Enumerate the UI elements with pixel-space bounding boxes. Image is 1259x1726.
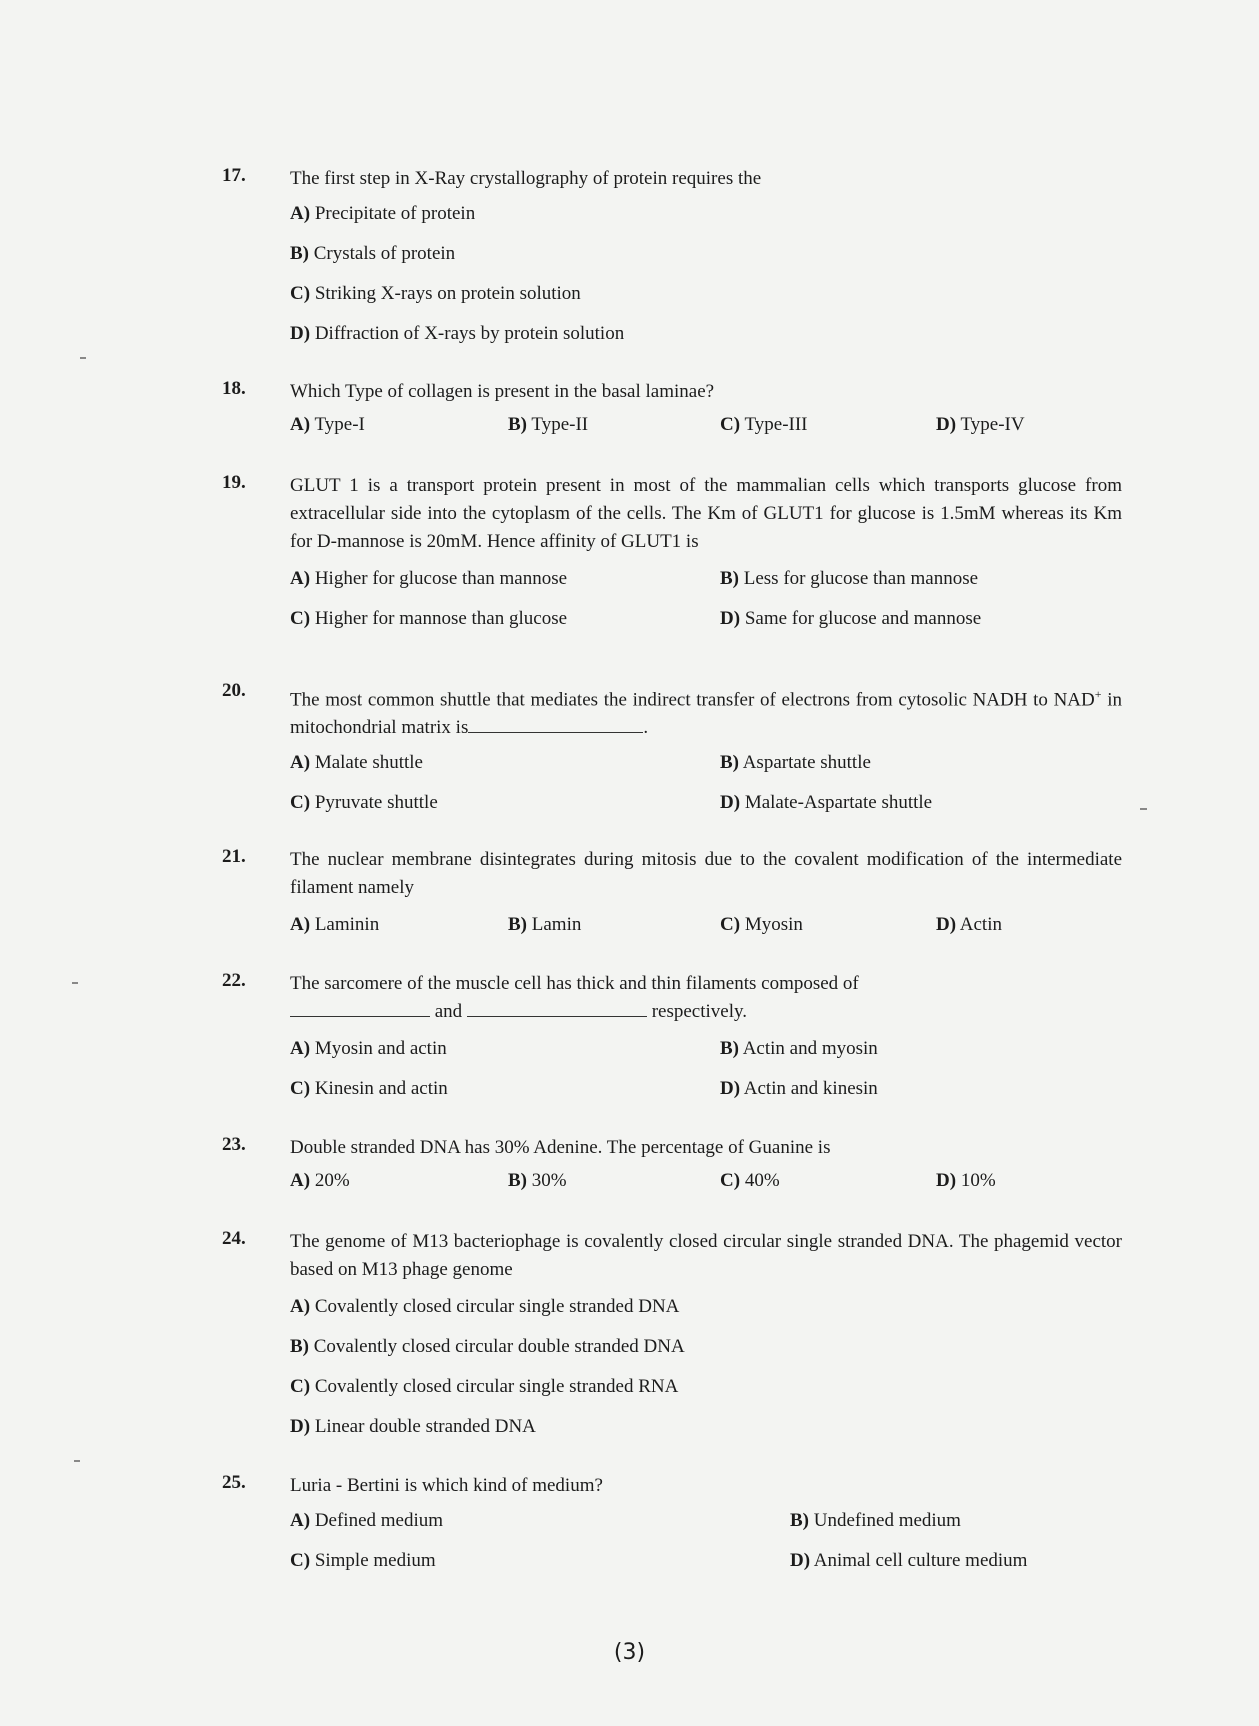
option-c: C) 40% (720, 1170, 780, 1191)
option-b: B) Crystals of protein (290, 243, 456, 264)
scan-speck (74, 1460, 80, 1462)
question-19 (222, 472, 1122, 636)
option-a: A) 20% (290, 1170, 350, 1191)
option-a: A) Higher for glucose than mannose (290, 568, 568, 589)
question-number: 22. (222, 970, 246, 991)
question-20 (222, 680, 1122, 822)
question-stem: The sarcomere of the muscle cell has thick and thin filaments composed of and respectively. (290, 973, 859, 1022)
option-d: D) Diffraction of X-rays by protein solution (290, 323, 625, 344)
option-c: C) Myosin (720, 914, 803, 935)
options (290, 193, 1122, 343)
option-a: A) Defined medium (290, 1510, 444, 1531)
scan-speck (1140, 808, 1147, 810)
options (290, 1026, 1122, 1106)
option-b: B) Type-II (508, 414, 589, 435)
option-d: D) Type-IV (936, 414, 1025, 435)
option-b: B) Aspartate shuttle (720, 752, 871, 774)
option-a: A) Laminin (290, 914, 380, 935)
option-c: C) Type-III (720, 414, 808, 435)
option-d: D) Actin (936, 914, 1002, 935)
question-stem: The genome of M13 bacteriophage is covalently closed circular single stranded DNA. The phagemid vector based on M13 phage genome (290, 1231, 1122, 1280)
options (290, 556, 1122, 636)
option-a: A) Type-I (290, 414, 365, 435)
option-d: D) Animal cell culture medium (790, 1550, 1028, 1571)
scan-speck (80, 357, 86, 359)
options (290, 1500, 1122, 1580)
question-25 (222, 1472, 1122, 1580)
question-24 (222, 1228, 1122, 1444)
options (290, 1284, 1122, 1444)
question-stem: The nuclear membrane disintegrates during mitosis due to the covalent modification of the intermediate filament namely (290, 849, 1122, 898)
question-stem: The most common shuttle that mediates the indirect transfer of electrons from cytosolic NADH to NAD+ in mitochondrial matrix is . (290, 687, 1122, 739)
answer-blank-2 (467, 1000, 647, 1017)
answer-blank-1 (290, 1000, 430, 1017)
option-d: D) Same for glucose and mannose (720, 608, 982, 629)
scan-speck (72, 982, 78, 984)
option-b: B) Covalently closed circular double stranded DNA (290, 1336, 685, 1357)
question-number: 18. (222, 378, 246, 399)
option-c: C) Covalently closed circular single stranded RNA (290, 1376, 679, 1397)
option-c: C) Pyruvate shuttle (290, 792, 438, 814)
question-number: 23. (222, 1134, 246, 1155)
option-c: C) Higher for mannose than glucose (290, 608, 568, 629)
option-b: B) 30% (508, 1170, 567, 1191)
page-number: (3) (613, 1640, 646, 1665)
option-c: C) Kinesin and actin (290, 1078, 448, 1099)
question-stem: Luria - Bertini is which kind of medium? (290, 1475, 603, 1496)
question-number: 25. (222, 1472, 246, 1493)
option-b: B) Undefined medium (790, 1510, 961, 1531)
question-number: 24. (222, 1228, 246, 1249)
answer-blank (468, 716, 643, 733)
question-18 (222, 378, 1122, 446)
option-b: B) Lamin (508, 914, 582, 935)
question-21 (222, 846, 1122, 942)
option-c: C) Striking X-rays on protein solution (290, 283, 581, 304)
question-stem: Which Type of collagen is present in the basal laminae? (290, 381, 715, 402)
question-23 (222, 1134, 1122, 1202)
option-b: B) Actin and myosin (720, 1038, 878, 1059)
option-d: D) Linear double stranded DNA (290, 1416, 536, 1437)
question-stem: Double stranded DNA has 30% Adenine. The percentage of Guanine is (290, 1137, 831, 1158)
option-c: C) Simple medium (290, 1550, 436, 1571)
question-number: 21. (222, 846, 246, 867)
question-stem: The first step in X-Ray crystallography of protein requires the (290, 168, 762, 189)
question-number: 19. (222, 472, 246, 493)
option-a: A) Myosin and actin (290, 1038, 447, 1059)
question-22 (222, 970, 1122, 1106)
option-a: A) Covalently closed circular single stranded DNA (290, 1296, 680, 1317)
question-stem: GLUT 1 is a transport protein present in most of the mammalian cells which transports glucose from extracellular side into the cytoplasm of the cells. The Km of GLUT1 for glucose is 1.5mM whereas its Km for D-mannose is 20mM. Hence affinity of GLUT1 is (290, 475, 1122, 552)
option-d: D) Actin and kinesin (720, 1078, 878, 1099)
option-d: D) Malate-Aspartate shuttle (720, 792, 933, 814)
option-b: B) Less for glucose than mannose (720, 568, 979, 589)
question-number: 17. (222, 165, 246, 186)
options (290, 406, 1122, 446)
options (290, 1162, 1122, 1202)
options (290, 902, 1122, 942)
question-17 (222, 165, 1122, 343)
options (290, 742, 1122, 822)
option-d: D) 10% (936, 1170, 996, 1191)
option-a: A) Malate shuttle (290, 752, 423, 774)
option-a: A) Precipitate of protein (290, 203, 476, 224)
question-number: 20. (222, 680, 246, 701)
